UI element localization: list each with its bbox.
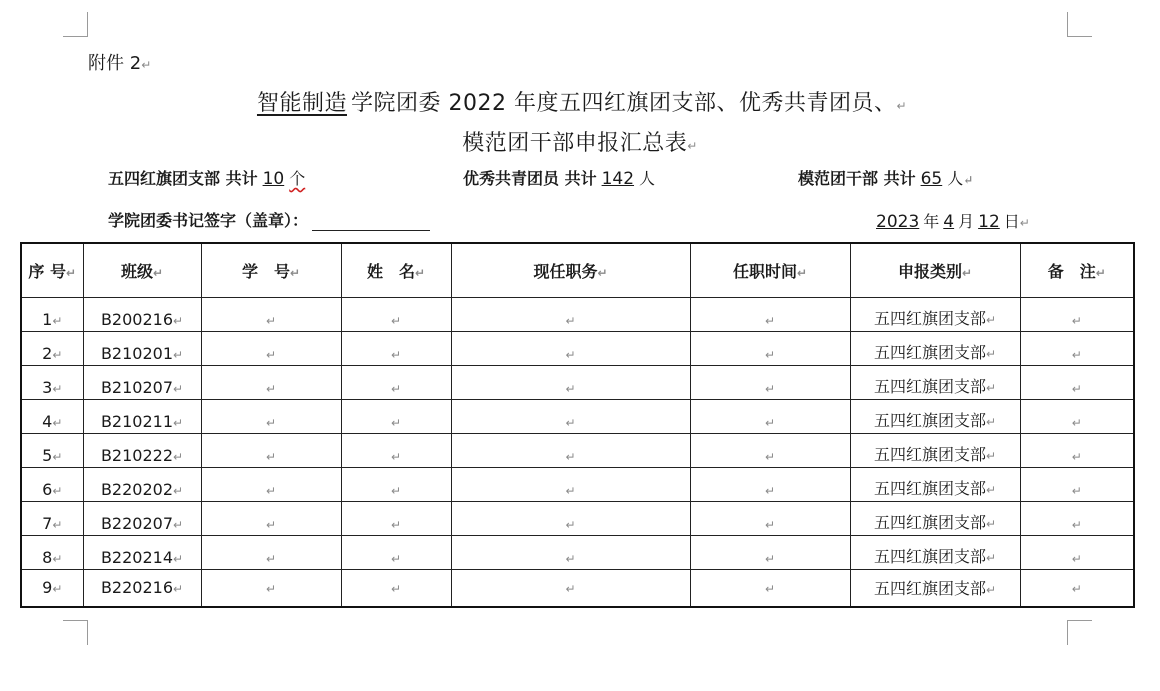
- paragraph-mark-icon: ↵: [565, 314, 576, 328]
- cell-name[interactable]: [341, 570, 451, 608]
- paragraph-mark-icon: ↵: [565, 552, 576, 566]
- paragraph-mark-icon: ↵: [796, 266, 808, 280]
- paragraph-mark-icon: ↵: [390, 518, 402, 532]
- cell-no[interactable]: [21, 536, 83, 570]
- paragraph-mark-icon: ↵: [173, 552, 184, 566]
- stat-model-cadre: [798, 166, 973, 189]
- cell-position[interactable]: [451, 298, 690, 332]
- paragraph-mark-icon: ↵: [265, 552, 277, 566]
- paragraph-mark-icon: ↵: [985, 582, 997, 597]
- date-year: 2023: [876, 212, 920, 232]
- cell-position[interactable]: [451, 332, 690, 366]
- table-row: [21, 332, 1134, 366]
- cell-class[interactable]: [83, 298, 201, 332]
- paragraph-mark-icon: ↵: [52, 484, 63, 498]
- crop-mark-top-right: [1067, 12, 1092, 37]
- cell-student-id[interactable]: [201, 502, 341, 536]
- table-row: [21, 298, 1134, 332]
- table-row: [21, 468, 1134, 502]
- cell-student-id[interactable]: [201, 332, 341, 366]
- paragraph-mark-icon: ↵: [1019, 216, 1030, 230]
- cell-category[interactable]: [850, 570, 1020, 608]
- paragraph-mark-icon: ↵: [173, 416, 184, 430]
- paragraph-mark-icon: ↵: [565, 484, 576, 498]
- paragraph-mark-icon: ↵: [52, 382, 63, 396]
- date-day-label: 日: [1003, 212, 1020, 231]
- document-title-line1: [0, 86, 1160, 117]
- cell-name[interactable]: [341, 536, 451, 570]
- header-label: 任职时间: [732, 262, 797, 281]
- paragraph-mark-icon: ↵: [985, 551, 997, 565]
- paragraph-mark-icon: ↵: [565, 348, 576, 362]
- cell-text: 五四红旗团支部: [873, 513, 986, 532]
- header-label: 学 号: [241, 262, 290, 281]
- cell-name[interactable]: [341, 468, 451, 502]
- paragraph-mark-icon: ↵: [764, 314, 776, 328]
- paragraph-mark-icon: ↵: [1071, 416, 1082, 430]
- cell-term[interactable]: [690, 502, 850, 536]
- cell-class[interactable]: [83, 570, 201, 608]
- paragraph-mark-icon: ↵: [565, 416, 576, 430]
- paragraph-mark-icon: ↵: [152, 266, 164, 280]
- cell-position[interactable]: [451, 536, 690, 570]
- paragraph-mark-icon: ↵: [173, 581, 184, 596]
- paragraph-mark-icon: ↵: [52, 552, 63, 566]
- cell-class[interactable]: [83, 366, 201, 400]
- paragraph-mark-icon: ↵: [1071, 348, 1082, 362]
- signature-field: [108, 208, 430, 231]
- date-day: 12: [978, 212, 1000, 232]
- cell-text: B220202: [100, 480, 173, 499]
- cell-text: 2: [42, 344, 53, 363]
- cell-term[interactable]: [690, 468, 850, 502]
- paragraph-mark-icon: ↵: [1071, 581, 1082, 596]
- cell-category[interactable]: [850, 468, 1020, 502]
- paragraph-mark-icon: ↵: [764, 552, 776, 566]
- signature-line[interactable]: [312, 216, 430, 231]
- cell-text: 9: [42, 577, 53, 597]
- crop-mark-bottom-right: [1067, 620, 1092, 645]
- cell-student-id[interactable]: [201, 400, 341, 434]
- paragraph-mark-icon: ↵: [1095, 266, 1106, 280]
- paragraph-mark-icon: ↵: [565, 450, 576, 464]
- cell-text: 五四红旗团支部: [873, 343, 986, 362]
- paragraph-mark-icon: ↵: [173, 314, 184, 328]
- cell-class[interactable]: [83, 434, 201, 468]
- header-label: 班级: [120, 262, 153, 281]
- cell-position[interactable]: [451, 366, 690, 400]
- paragraph-mark-icon: ↵: [52, 450, 63, 464]
- cell-no[interactable]: [21, 366, 83, 400]
- paragraph-mark-icon: ↵: [265, 348, 277, 362]
- cell-name[interactable]: [341, 502, 451, 536]
- paragraph-mark-icon: ↵: [764, 518, 776, 532]
- cell-text: B210222: [100, 446, 173, 465]
- cell-student-id[interactable]: [201, 434, 341, 468]
- cell-category[interactable]: [850, 434, 1020, 468]
- cell-name[interactable]: [341, 298, 451, 332]
- stat-excellent-member: [463, 166, 655, 189]
- paragraph-mark-icon: ↵: [414, 266, 426, 280]
- paragraph-mark-icon: ↵: [687, 139, 698, 153]
- cell-name[interactable]: [341, 434, 451, 468]
- cell-term[interactable]: [690, 298, 850, 332]
- paragraph-mark-icon: ↵: [265, 416, 277, 430]
- paragraph-mark-icon: ↵: [597, 266, 608, 280]
- paragraph-mark-icon: ↵: [1071, 484, 1082, 498]
- paragraph-mark-icon: ↵: [985, 347, 997, 361]
- cell-text: 五四红旗团支部: [873, 547, 986, 566]
- paragraph-mark-icon: ↵: [390, 314, 402, 328]
- document-title-line2: [0, 126, 1160, 157]
- attachment-label-text: 附件 2: [88, 53, 142, 74]
- cell-student-id[interactable]: [201, 468, 341, 502]
- cell-text: 五四红旗团支部: [873, 445, 986, 464]
- paragraph-mark-icon: ↵: [764, 348, 776, 362]
- paragraph-mark-icon: ↵: [173, 450, 184, 464]
- cell-text: B210211: [100, 412, 173, 431]
- cell-text: B210201: [100, 344, 173, 363]
- stat-unit: 个: [289, 169, 306, 188]
- cell-student-id[interactable]: [201, 298, 341, 332]
- cell-student-id[interactable]: [201, 536, 341, 570]
- paragraph-mark-icon: ↵: [390, 382, 402, 396]
- cell-class[interactable]: [83, 400, 201, 434]
- stat-label: 优秀共青团员 共计: [463, 169, 597, 188]
- paragraph-mark-icon: ↵: [52, 314, 63, 328]
- cell-text: 5: [42, 446, 53, 465]
- table-header-row: [21, 243, 1134, 298]
- cell-text: 3: [42, 378, 53, 397]
- cell-remarks[interactable]: [1020, 332, 1134, 366]
- signature-label: 学院团委书记签字（盖章）：: [108, 211, 309, 230]
- cell-remarks[interactable]: [1020, 400, 1134, 434]
- cell-text: B220216: [100, 577, 173, 597]
- crop-mark-top-left: [63, 12, 88, 37]
- cell-remarks[interactable]: [1020, 298, 1134, 332]
- header-no: [21, 243, 83, 298]
- date-month: 4: [943, 212, 955, 232]
- cell-category[interactable]: [850, 502, 1020, 536]
- cell-no[interactable]: [21, 332, 83, 366]
- cell-text: 五四红旗团支部: [873, 411, 986, 430]
- header-label: 序 号: [28, 262, 66, 281]
- paragraph-mark-icon: ↵: [1071, 552, 1082, 566]
- paragraph-mark-icon: ↵: [173, 382, 184, 396]
- cell-term[interactable]: [690, 434, 850, 468]
- paragraph-mark-icon: ↵: [265, 314, 277, 328]
- cell-no[interactable]: [21, 400, 83, 434]
- cell-position[interactable]: [451, 468, 690, 502]
- cell-text: 五四红旗团支部: [873, 479, 986, 498]
- cell-category[interactable]: [850, 366, 1020, 400]
- paragraph-mark-icon: ↵: [390, 450, 402, 464]
- paragraph-mark-icon: ↵: [963, 173, 974, 187]
- title-line2-text: 模范团干部申报汇总表: [462, 131, 688, 156]
- header-term: [690, 243, 850, 298]
- paragraph-mark-icon: ↵: [764, 581, 776, 596]
- cell-no[interactable]: [21, 298, 83, 332]
- paragraph-mark-icon: ↵: [141, 58, 152, 72]
- table-body: [21, 298, 1134, 608]
- cell-no[interactable]: [21, 502, 83, 536]
- paragraph-mark-icon: ↵: [173, 484, 184, 498]
- paragraph-mark-icon: ↵: [390, 348, 402, 362]
- cell-term[interactable]: [690, 366, 850, 400]
- table-row: [21, 400, 1134, 434]
- paragraph-mark-icon: ↵: [52, 416, 63, 430]
- header-student-id: [201, 243, 341, 298]
- paragraph-mark-icon: ↵: [289, 266, 301, 280]
- paragraph-mark-icon: ↵: [985, 313, 997, 327]
- paragraph-mark-icon: ↵: [66, 266, 77, 280]
- cell-position[interactable]: [451, 400, 690, 434]
- paragraph-mark-icon: ↵: [985, 449, 997, 463]
- cell-term[interactable]: [690, 400, 850, 434]
- cell-position[interactable]: [451, 502, 690, 536]
- stat-value: 10: [262, 169, 285, 189]
- cell-remarks[interactable]: [1020, 468, 1134, 502]
- cell-name[interactable]: [341, 366, 451, 400]
- header-label: 现任职务: [533, 262, 598, 281]
- paragraph-mark-icon: ↵: [896, 99, 908, 113]
- table-row: [21, 502, 1134, 536]
- cell-text: B210207: [100, 378, 173, 397]
- paragraph-mark-icon: ↵: [565, 581, 576, 596]
- header-label: 备 注: [1047, 262, 1096, 281]
- cell-term[interactable]: [690, 570, 850, 608]
- document-date: [872, 209, 1030, 232]
- paragraph-mark-icon: ↵: [390, 552, 402, 566]
- table-row: [21, 536, 1134, 570]
- paragraph-mark-icon: ↵: [985, 517, 997, 531]
- paragraph-mark-icon: ↵: [390, 416, 402, 430]
- stat-value: 142: [601, 169, 635, 189]
- paragraph-mark-icon: ↵: [764, 450, 776, 464]
- table-row: [21, 366, 1134, 400]
- stat-label: 模范团干部 共计: [798, 169, 916, 188]
- cell-position[interactable]: [451, 434, 690, 468]
- paragraph-mark-icon: ↵: [764, 382, 776, 396]
- stat-red-flag-branch: [108, 166, 305, 189]
- paragraph-mark-icon: ↵: [764, 484, 776, 498]
- paragraph-mark-icon: ↵: [390, 484, 402, 498]
- cell-remarks[interactable]: [1020, 434, 1134, 468]
- cell-class[interactable]: [83, 332, 201, 366]
- header-category: [850, 243, 1020, 298]
- paragraph-mark-icon: ↵: [265, 450, 277, 464]
- cell-category[interactable]: [850, 332, 1020, 366]
- paragraph-mark-icon: ↵: [390, 581, 402, 596]
- paragraph-mark-icon: ↵: [565, 518, 576, 532]
- cell-term[interactable]: [690, 536, 850, 570]
- stat-value: 65: [920, 169, 943, 189]
- paragraph-mark-icon: ↵: [265, 581, 277, 596]
- paragraph-mark-icon: ↵: [52, 348, 63, 362]
- paragraph-mark-icon: ↵: [565, 382, 576, 396]
- cell-name[interactable]: [341, 332, 451, 366]
- header-class: [83, 243, 201, 298]
- paragraph-mark-icon: ↵: [173, 348, 184, 362]
- college-name: 智能制造: [256, 91, 347, 116]
- stat-label: 五四红旗团支部 共计: [108, 169, 258, 188]
- cell-text: 五四红旗团支部: [873, 377, 986, 396]
- cell-text: B200216: [100, 310, 173, 329]
- cell-remarks[interactable]: [1020, 366, 1134, 400]
- paragraph-mark-icon: ↵: [265, 484, 277, 498]
- header-position: [451, 243, 690, 298]
- paragraph-mark-icon: ↵: [961, 266, 973, 280]
- header-label: 申报类别: [897, 262, 962, 281]
- cell-no[interactable]: [21, 468, 83, 502]
- cell-text: 五四红旗团支部: [873, 578, 986, 598]
- cell-text: B220207: [100, 514, 173, 533]
- stat-unit: 人: [639, 169, 656, 188]
- paragraph-mark-icon: ↵: [265, 518, 277, 532]
- cell-remarks[interactable]: [1020, 536, 1134, 570]
- cell-class[interactable]: [83, 536, 201, 570]
- paragraph-mark-icon: ↵: [1071, 450, 1082, 464]
- paragraph-mark-icon: ↵: [985, 381, 997, 395]
- table-row: [21, 570, 1134, 608]
- cell-class[interactable]: [83, 502, 201, 536]
- cell-text: 4: [42, 412, 53, 431]
- cell-student-id[interactable]: [201, 366, 341, 400]
- cell-text: 1: [42, 310, 53, 329]
- header-label: 姓 名: [366, 262, 415, 281]
- cell-term[interactable]: [690, 332, 850, 366]
- cell-text: B220214: [100, 548, 173, 567]
- paragraph-mark-icon: ↵: [1071, 382, 1082, 396]
- paragraph-mark-icon: ↵: [173, 518, 184, 532]
- paragraph-mark-icon: ↵: [1071, 314, 1082, 328]
- paragraph-mark-icon: ↵: [1071, 518, 1082, 532]
- cell-class[interactable]: [83, 468, 201, 502]
- cell-name[interactable]: [341, 400, 451, 434]
- paragraph-mark-icon: ↵: [985, 415, 997, 429]
- table-row: [21, 434, 1134, 468]
- paragraph-mark-icon: ↵: [265, 382, 277, 396]
- crop-mark-bottom-left: [63, 620, 88, 645]
- header-name: [341, 243, 451, 298]
- summary-table: [20, 242, 1135, 608]
- cell-category[interactable]: [850, 400, 1020, 434]
- cell-text: 五四红旗团支部: [873, 309, 986, 328]
- cell-text: 8: [42, 548, 53, 567]
- cell-no[interactable]: [21, 434, 83, 468]
- paragraph-mark-icon: ↵: [985, 483, 997, 497]
- cell-category[interactable]: [850, 536, 1020, 570]
- cell-text: 7: [42, 514, 53, 533]
- cell-text: 6: [42, 480, 53, 499]
- cell-position[interactable]: [451, 570, 690, 608]
- paragraph-mark-icon: ↵: [764, 416, 776, 430]
- header-remarks: [1020, 243, 1134, 298]
- stat-unit: 人: [947, 169, 964, 188]
- title-line1-rest: 学院团委 2022 年度五四红旗团支部、优秀共青团员、: [350, 91, 897, 116]
- date-month-label: 月: [958, 212, 975, 231]
- cell-no[interactable]: [21, 570, 83, 608]
- cell-student-id[interactable]: [201, 570, 341, 608]
- attachment-label: [88, 49, 151, 75]
- cell-category[interactable]: [850, 298, 1020, 332]
- paragraph-mark-icon: ↵: [52, 518, 63, 532]
- paragraph-mark-icon: ↵: [52, 581, 63, 596]
- cell-remarks[interactable]: [1020, 502, 1134, 536]
- date-year-label: 年: [923, 212, 940, 231]
- cell-remarks[interactable]: [1020, 570, 1134, 608]
